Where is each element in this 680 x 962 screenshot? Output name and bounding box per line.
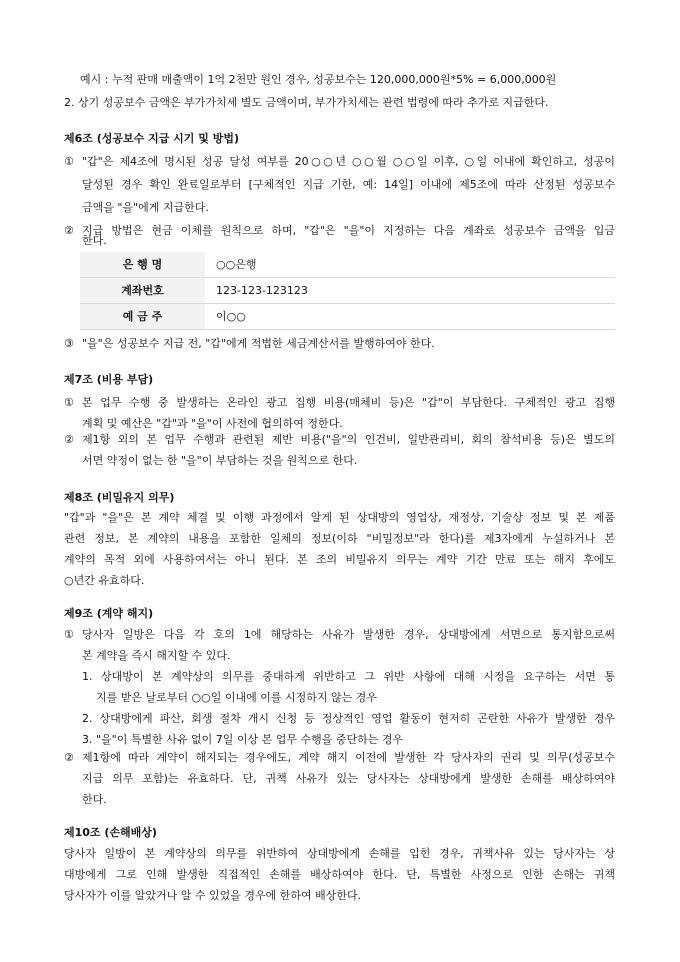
article-6-clause-3: "을"은 성공보수 지급 전, "갑"에게 적법한 세금계산서를 발행하여야 한다. xyxy=(82,337,435,350)
bank-name-label: 은 행 명 xyxy=(80,252,205,278)
article-9-title: 제9조 (계약 해지) xyxy=(64,607,154,620)
article-9-subitem-1: 1. 상대방이 본 계약상의 의무를 중대하게 위반하고 그 위반 사항에 대해 시정을 요구하는 서면 통 xyxy=(82,670,615,683)
account-number-label: 계좌번호 xyxy=(80,278,205,304)
article-7-clause-2: 제1항 외의 본 업무 수행과 관련된 제반 비용("을"의 인건비, 일반관리비, 회의 참석비용 등)은 별도의 xyxy=(82,433,615,446)
article-7-title: 제7조 (비용 부담) xyxy=(64,373,154,386)
article-10-body: 당사자가 이를 알았거나 알 수 있었을 경우에 한하여 배상한다. xyxy=(64,889,362,902)
article-8-title: 제8조 (비밀유지 의무) xyxy=(64,491,175,504)
article-8-body: 관련 정보, 본 계약의 내용을 포함한 일체의 정보(이하 "비밀정보"라 한다)를 제3자에게 누설하거나 본 xyxy=(64,532,615,545)
article-9-subitem-3: 3. "을"이 특별한 사유 없이 7일 이상 본 업무 수행을 중단하는 경우 xyxy=(82,733,404,746)
article-9-clause-2: 한다. xyxy=(82,793,107,806)
clause-number: ① xyxy=(64,396,74,409)
article-9-clause-2: 제1항에 따라 계약이 해지되는 경우에도, 계약 해지 이전에 발생한 각 당사자의 권리 및 의무(성공보수 xyxy=(82,751,615,764)
clause-number: ② xyxy=(64,433,74,446)
table-row xyxy=(80,304,615,330)
clause-number: ② xyxy=(64,751,74,764)
article-7-clause-1: 본 업무 수행 중 발생하는 온라인 광고 집행 비용(매체비 등)은 "갑"이 부담한다. 구체적인 광고 집행 xyxy=(82,396,615,409)
article-7-clause-2: 서면 약정이 없는 한 "을"이 부담하는 것을 원칙으로 한다. xyxy=(82,454,358,467)
article-6-clause-1: 달성된 경우 확인 완료일로부터 [구체적인 지급 기한, 예: 14일] 이내에 제5조에 따라 산정된 성공보수 xyxy=(82,178,615,191)
article-9-clause-2: 지급 의무 포함)는 유효하다. 단, 귀책 사유가 있는 당사자는 상대방에게 발생한 손해를 배상하여야 xyxy=(82,772,615,785)
article-8-body: "갑"과 "을"은 본 계약 체결 및 이행 과정에서 알게 된 상대방의 영업상, 재정상, 기술상 정보 및 본 제품 xyxy=(64,511,615,524)
clause-number: ① xyxy=(64,628,74,641)
article-10-body: 대방에게 그로 인해 발생한 직접적인 손해를 배상하여야 한다. 단, 특별한 사정으로 인한 손해는 귀책 xyxy=(64,868,615,881)
bank-name-value: ○○은행 xyxy=(205,252,615,278)
article-6-clause-2: 한다. xyxy=(82,234,107,247)
table-row xyxy=(80,252,615,278)
article-9-subitem-1: 지를 받은 날로부터 ○○일 이내에 이를 시정하지 않는 경우 xyxy=(96,691,377,704)
article-6-clause-1: "갑"은 제4조에 명시된 성공 달성 여부를 20○○년 ○○월 ○○일 이후, ○일 이내에 확인하고, 성공이 xyxy=(82,155,615,168)
article-8-body: 계약의 목적 외에 사용하여서는 아니 된다. 본 조의 비밀유지 의무는 계약 기간 만료 또는 해지 후에도 xyxy=(64,553,615,566)
example-line: 예시 : 누적 판매 매출액이 1억 2천만 원인 경우, 성공보수는 120,000,000원*5% = 6,000,000원 xyxy=(80,73,557,86)
article-6-clause-1: 금액을 "을"에게 지급한다. xyxy=(82,201,209,214)
article-9-clause-1: 본 계약을 즉시 해지할 수 있다. xyxy=(82,649,231,662)
account-holder-label: 예 금 주 xyxy=(80,304,205,330)
account-number-value: 123-123-123123 xyxy=(205,278,615,304)
article-8-body: ○년간 유효하다. xyxy=(64,574,145,587)
clause-number: ① xyxy=(64,155,74,168)
article-7-clause-1: 계획 및 예산은 "갑"과 "을"이 사전에 협의하여 정한다. xyxy=(82,417,343,430)
article-9-clause-1: 당사자 일방은 다음 각 호의 1에 해당하는 사유가 발생한 경우, 상대방에게 서면으로 통지함으로써 xyxy=(82,628,615,641)
table-row xyxy=(80,278,615,304)
article-10-title: 제10조 (손해배상) xyxy=(64,826,157,839)
clause-number: ② xyxy=(64,224,74,237)
account-holder-value: 이○○ xyxy=(205,304,615,330)
article-9-subitem-2: 2. 상대방에게 파산, 회생 절차 개시 신청 등 정상적인 영업 활동이 현저히 곤란한 사유가 발생한 경우 xyxy=(82,712,615,725)
article-6-title: 제6조 (성공보수 지급 시기 및 방법) xyxy=(64,132,239,145)
article-6-clause-2: 지급 방법은 현금 이체를 원칙으로 하며, "갑"은 "을"이 지정하는 다음 계좌로 성공보수 금액을 입금 xyxy=(82,224,615,237)
item-2-line: 2. 상기 성공보수 금액은 부가가치세 별도 금액이며, 부가가치세는 관련 법령에 따라 추가로 지급한다. xyxy=(64,96,549,109)
clause-number: ③ xyxy=(64,337,74,350)
article-10-body: 당사자 일방이 본 계약상의 의무를 위반하여 상대방에게 손해를 입힌 경우, 귀책사유 있는 당사자는 상 xyxy=(64,847,615,860)
bank-account-table xyxy=(80,252,615,330)
